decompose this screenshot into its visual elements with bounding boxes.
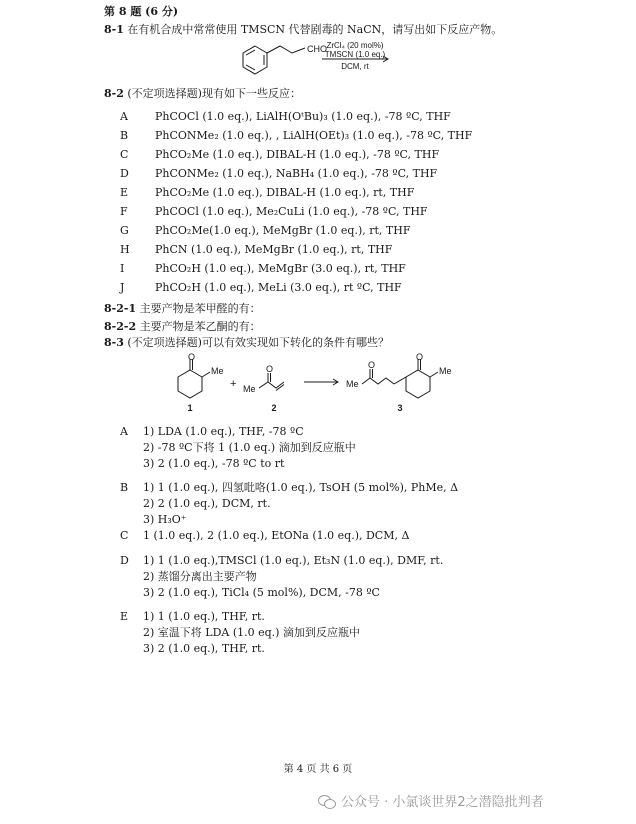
reaction-row (120, 262, 124, 276)
page-footer: 第 4 页 共 6 页 (283, 764, 353, 775)
option-line: 2) 室温下将 LDA (1.0 eq.) 滴加到反应瓶中 (143, 626, 360, 639)
reaction-row (120, 224, 129, 238)
reaction-letter: J (120, 281, 125, 294)
q822-label: 8-2-2 (104, 320, 137, 333)
reaction-text: PhCO₂Me (1.0 eq.), DIBAL-H (1.0 eq.), -78 ºC, THF (155, 148, 440, 161)
option-line: 3) 2 (1.0 eq.), THF, rt. (143, 642, 265, 655)
reaction-text: PhCO₂H (1.0 eq.), MeLi (3.0 eq.), rt ºC, THF (155, 281, 402, 294)
cho-label: CHO (307, 44, 327, 54)
reaction-letter: G (120, 224, 129, 237)
reaction-row (120, 110, 128, 124)
reaction-row (120, 186, 128, 200)
reaction-text: PhCOCl (1.0 eq.), Me₂CuLi (1.0 eq.), -78 ºC, THF (155, 205, 428, 218)
option-line: 1) 1 (1.0 eq.), THF, rt. (143, 610, 265, 623)
q81-cond-mid: TMSCN (1.0 eq.) (324, 50, 386, 59)
alkyl-chain (267, 46, 305, 53)
reaction-row (120, 281, 124, 295)
q82-text: (不定项选择题)现有如下一些反应： (127, 87, 301, 100)
reaction-letter: B (120, 129, 129, 142)
q821-text: 主要产物是苯甲醛的有： (139, 302, 261, 315)
me-label-3a: Me (346, 379, 359, 389)
compound-number-2: 2 (271, 403, 277, 413)
watermark (318, 791, 544, 810)
reaction-text: PhCOCl (1.0 eq.), LiAlH(OᵗBu)₃ (1.0 eq.), -78 ºC, THF (155, 110, 451, 123)
reaction-letter: I (120, 262, 125, 275)
reaction-letter: C (120, 148, 129, 161)
q83-text: (不定项选择题)可以有效实现如下转化的条件有哪些？ (127, 336, 389, 349)
q822-text: 主要产物是苯乙酮的有： (139, 320, 261, 333)
q81-line (104, 23, 502, 37)
option-line: 3) H₃O⁺ (143, 513, 187, 526)
reaction-text: PhCONMe₂ (1.0 eq.), NaBH₄ (1.0 eq.), -78 ºC, THF (155, 167, 438, 180)
option-line: 3) 2 (1.0 eq.), TiCl₄ (5 mol%), DCM, -78 ºC (143, 586, 380, 599)
q821-label: 8-2-1 (104, 302, 137, 315)
reaction-text: PhCO₂H (1.0 eq.), MeMgBr (3.0 eq.), rt, THF (155, 262, 406, 275)
option-line: 3) 2 (1.0 eq.), -78 ºC to rt (143, 457, 285, 470)
q822-line (104, 320, 261, 334)
o-label-1: O (188, 352, 196, 362)
option-letter: B (120, 481, 129, 494)
option-line: 1 (1.0 eq.), 2 (1.0 eq.), EtONa (1.0 eq.), DCM, Δ (143, 529, 410, 542)
side-chain-3 (362, 378, 394, 384)
reaction-row (120, 243, 130, 257)
reaction-letter: H (120, 243, 130, 256)
q81-cond-top: ZrCl₄ (20 mol%) (326, 41, 384, 50)
compound-number-1: 1 (187, 403, 193, 413)
option-letter: E (120, 610, 129, 623)
plus-sign: + (230, 378, 237, 390)
reaction-text: PhCN (1.0 eq.), MeMgBr (1.0 eq.), rt, THF (155, 243, 393, 256)
cyclohexanone-ring-1 (178, 370, 202, 398)
reaction-row (120, 167, 129, 181)
reaction-letter: D (120, 167, 129, 180)
option-line: 2) -78 ºC下将 1 (1.0 eq.) 滴加到反应瓶中 (143, 441, 356, 454)
wechat-icon (318, 794, 336, 808)
compound-number-3: 3 (397, 403, 403, 413)
reaction-row (120, 205, 128, 219)
option-letter: D (120, 554, 129, 567)
q81-text: 在有机合成中常常使用 TMSCN 代替剧毒的 NaCN，请写出如下反应产物。 (127, 23, 503, 36)
q83-scheme (150, 352, 490, 414)
reaction-text: PhCO₂Me(1.0 eq.), MeMgBr (1.0 eq.), rt, THF (155, 224, 411, 237)
o-label-3b: O (416, 352, 424, 362)
reaction-letter: A (120, 110, 128, 123)
q82-label: 8-2 (104, 87, 124, 100)
option-line: 2) 2 (1.0 eq.), DCM, rt. (143, 497, 271, 510)
q81-cond-bottom: DCM, rt (341, 62, 369, 71)
option-letter: A (120, 425, 128, 438)
reaction-text: PhCO₂Me (1.0 eq.), DIBAL-H (1.0 eq.), rt, THF (155, 186, 415, 199)
reaction-row (120, 148, 128, 162)
o-label-3a: O (368, 360, 376, 370)
me-label-1: Me (211, 366, 224, 376)
watermark-text: 公众号 · 小氯谈世界2之潜隐批判者 (341, 795, 544, 810)
option-line: 1) LDA (1.0 eq.), THF, -78 ºC (143, 425, 304, 438)
reaction-letter: E (120, 186, 129, 199)
q81-label: 8-1 (104, 23, 124, 36)
option-line: 1) 1 (1.0 eq.), 四氢吡咯(1.0 eq.), TsOH (5 mol%), PhMe, Δ (143, 481, 459, 494)
option-line: 2) 蒸馏分离出主要产物 (143, 570, 257, 583)
me-label-2: Me (243, 384, 256, 394)
reaction-row (120, 129, 128, 143)
q821-line (104, 302, 261, 316)
option-line: 1) 1 (1.0 eq.),TMSCl (1.0 eq.), Et₃N (1.0 eq.), DMF, rt. (143, 554, 444, 567)
o-label-2: O (266, 364, 274, 374)
q83-label: 8-3 (104, 336, 124, 349)
q83-line (104, 336, 389, 350)
question-title: 第 8 题 (6 分) (104, 5, 179, 18)
me-label-3b: Me (439, 366, 452, 376)
option-letter: C (120, 529, 129, 542)
reaction-text: PhCONMe₂ (1.0 eq.), , LiAlH(OEt)₃ (1.0 eq.), -78 ºC, THF (155, 129, 473, 142)
q81-scheme (230, 38, 400, 80)
reaction-letter: F (120, 205, 128, 218)
cyclohexanone-ring-3 (406, 370, 430, 398)
q82-line (104, 87, 301, 101)
